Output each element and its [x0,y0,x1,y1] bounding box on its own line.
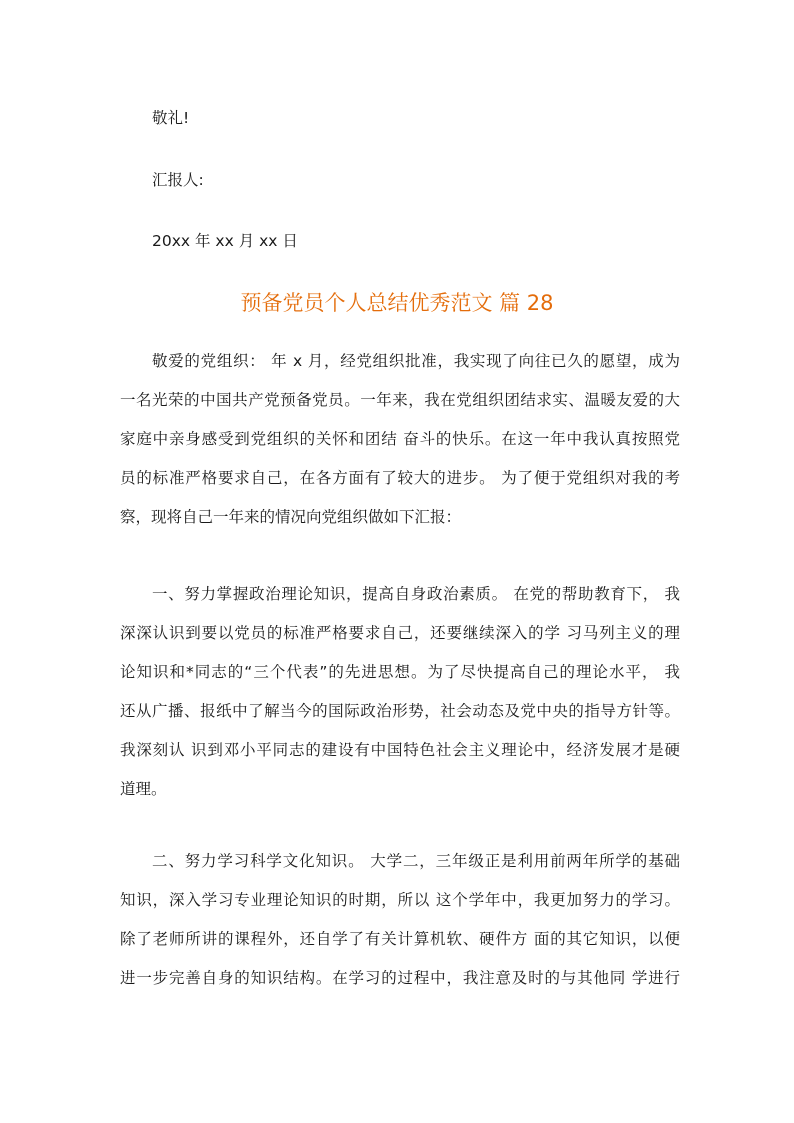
paragraph-line: 家庭中亲身感受到党组织的关怀和团结 奋斗的快乐。在这一年中我认真按照党 [120,430,680,448]
paragraph-political-theory [120,575,680,809]
paragraph-line: 我深刻认 识到邓小平同志的建设有中国特色社会主义理论中，经济发展才是硬 [120,741,680,759]
reporter-label: 汇报人: [152,171,204,189]
paragraph-line: 员的标准严格要求自己，在各方面有了较大的进步。 为了便于党组织对我的考 [120,469,680,487]
paragraph-line: 论知识和*同志的“三个代表”的先进思想。为了尽快提高自己的理论水平， 我 [120,663,680,681]
paragraph-line: 知识，深入学习专业理论知识的时期，所以 这个学年中，我更加努力的学习。 [120,891,680,909]
document-title: 预备党员个人总结优秀范文 篇 28 [240,291,554,315]
paragraph-line: 一名光荣的中国共产党预备党员。一年来，我在党组织团结求实、温暖友爱的大 [120,391,680,409]
report-date: 20xx 年 xx 月 xx 日 [152,232,298,250]
paragraph-line: 道理。 [120,780,167,798]
paragraph-line: 二、努力学习科学文化知识。 大学二，三年级正是利用前两年所学的基础 [152,852,680,870]
paragraph-line: 除了老师所讲的课程外，还自学了有关计算机软、硬件方 面的其它知识，以便 [120,930,680,948]
paragraph-intro [120,342,680,537]
paragraph-line: 察，现将自己一年来的情况向党组织做如下汇报： [120,508,462,526]
paragraph-line: 敬爱的党组织： 年 x 月，经党组织批准，我实现了向往已久的愿望，成为 [152,352,680,370]
paragraph-line: 深深认识到要以党员的标准严格要求自己，还要继续深入的学 习马列主义的理 [120,624,680,642]
paragraph-line: 还从广播、报纸中了解当今的国际政治形势，社会动态及党中央的指导方针等。 [120,702,680,720]
paragraph-scientific-knowledge [120,842,680,998]
paragraph-line: 进一步完善自身的知识结构。在学习的过程中，我注意及时的与其他同 学进行 [120,969,680,987]
closing-salute: 敬礼! [152,109,190,127]
paragraph-line: 一、努力掌握政治理论知识，提高自身政治素质。 在党的帮助教育下， 我 [152,585,680,603]
